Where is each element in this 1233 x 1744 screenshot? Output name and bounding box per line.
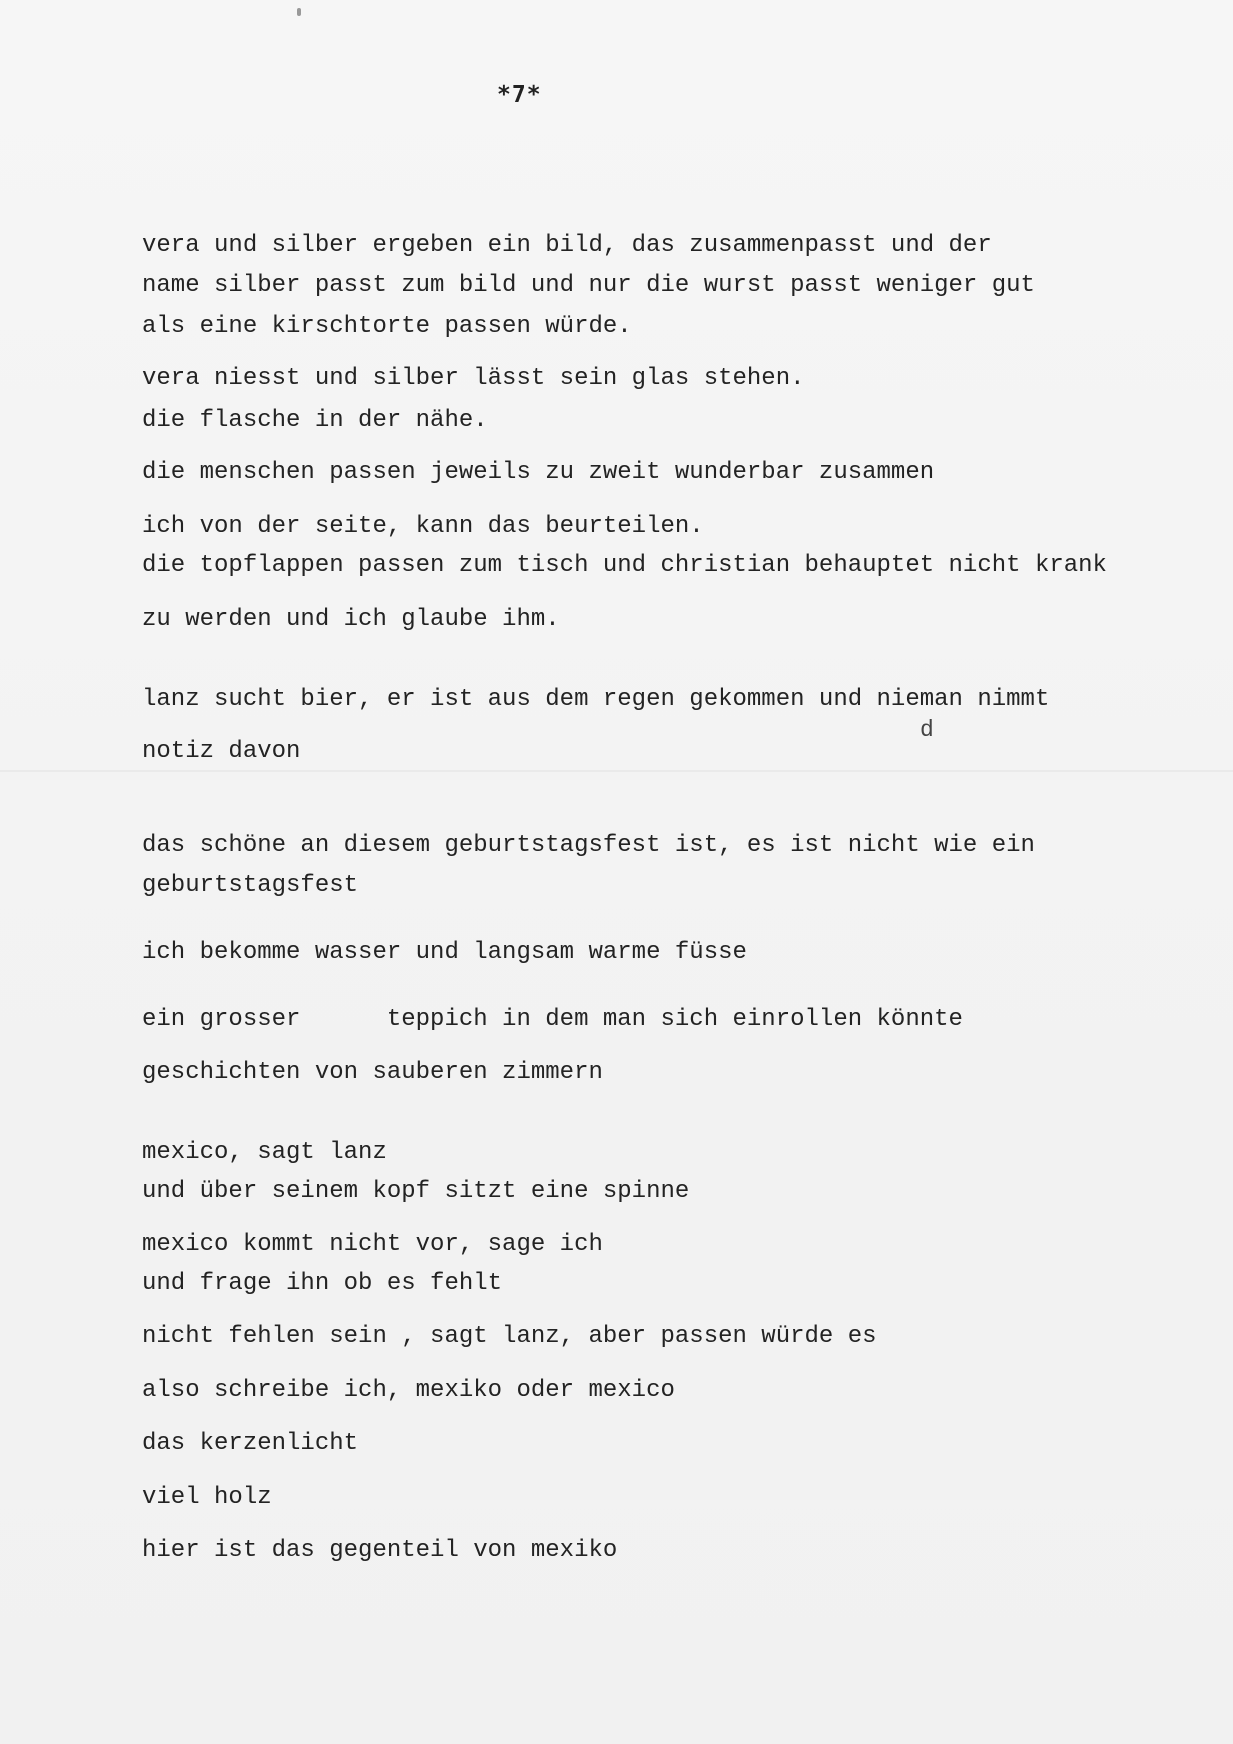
text-line: vera und silber ergeben ein bild, das zusammenpasst und der [142, 232, 992, 259]
text-line: ein grosser teppich in dem man sich einrollen könnte [142, 1006, 963, 1033]
typed-correction: d [920, 717, 934, 743]
text-line: das kerzenlicht [142, 1430, 359, 1457]
text-line: vera niesst und silber lässt sein glas stehen. [142, 365, 805, 392]
text-line: zu werden und ich glaube ihm. [142, 606, 560, 633]
text-line: name silber passt zum bild und nur die wurst passt weniger gut [142, 272, 1035, 299]
text-line: mexico kommt nicht vor, sage ich [142, 1231, 603, 1258]
text-line: lanz sucht bier, er ist aus dem regen gekommen und nieman nimmt [142, 686, 1050, 713]
paper-speck [297, 8, 301, 16]
text-line: geburtstagsfest [142, 872, 359, 899]
page-fold [0, 770, 1233, 772]
text-line: mexico, sagt lanz [142, 1139, 387, 1166]
text-line: als eine kirschtorte passen würde. [142, 313, 632, 340]
text-line: und frage ihn ob es fehlt [142, 1270, 503, 1297]
text-line: die flasche in der nähe. [142, 407, 488, 434]
text-line: ich von der seite, kann das beurteilen. [142, 513, 704, 540]
text-line: viel holz [142, 1484, 272, 1511]
text-line: hier ist das gegenteil von mexiko [142, 1537, 618, 1564]
text-line: also schreibe ich, mexiko oder mexico [142, 1377, 675, 1404]
text-line: notiz davon [142, 738, 301, 765]
page-number: *7* [497, 82, 542, 108]
text-line: geschichten von sauberen zimmern [142, 1059, 603, 1086]
text-line: und über seinem kopf sitzt eine spinne [142, 1178, 690, 1205]
text-line: nicht fehlen sein , sagt lanz, aber passen würde es [142, 1323, 877, 1350]
text-line: ich bekomme wasser und langsam warme füsse [142, 939, 747, 966]
text-line: die topflappen passen zum tisch und christian behauptet nicht krank [142, 552, 1107, 579]
text-line: die menschen passen jeweils zu zweit wunderbar zusammen [142, 459, 935, 486]
text-line: das schöne an diesem geburtstagsfest ist, es ist nicht wie ein [142, 832, 1035, 859]
